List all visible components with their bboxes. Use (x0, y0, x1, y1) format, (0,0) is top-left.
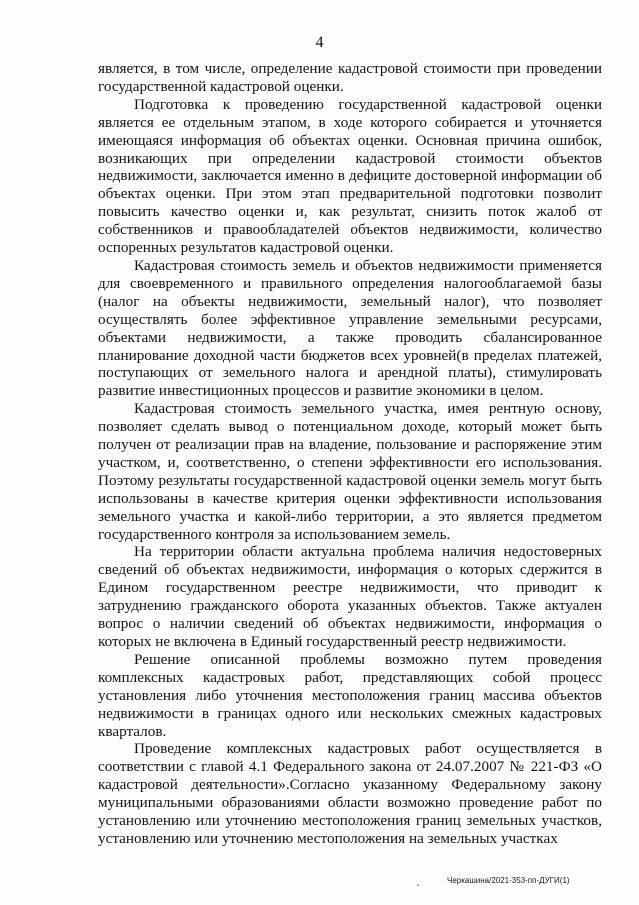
paragraph-complex-works: Проведение комплексных кадастровых работ осуществляется в соответствии с главой 4.1 Федерального закона от 24.07.2007 № 221-ФЗ «О кадастровой деятельности».Согласно указанному Федеральному закону муниципальными образованиями области возможно проведение работ по установлению или уточнению местоположения границ земельных участков, установлению или уточнению местоположения на земельных участках (98, 740, 602, 847)
page-number: 4 (315, 34, 324, 51)
paragraph-preparation: Подготовка к проведению государственной кадастровой оценки является ее отдельным этапом, в ходе которого собирается и уточняется имеющаяся информация об объектах оценки. Основная причина ошибок, возникающих при определении кадастровой стоимости объектов недвижимости, заключается именно в дефиците достоверной информации об объектах оценки. При этом этап предварительной подготовки позволит повысить качество оценки и, как результат, снизить поток жалоб от собственников и правообладателей объектов недвижимости, количество оспоренных результатов кадастровой оценки. (98, 95, 602, 257)
scan-speck (417, 884, 419, 886)
document-body (98, 60, 602, 848)
paragraph-continuation: является, в том числе, определение кадастровой стоимости при проведении государственной кадастровой оценки. (98, 60, 602, 95)
paragraph-region-problem: На территории области актуальна проблема наличия недостоверных сведений об объектах недвижимости, информация о которых сдержится в Едином государственном реестре недвижимости, что приводит к затруднению гражданского оборота указанных объектов. Также актуален вопрос о наличии сведений об объектах недвижимости, информация о которых не включена в Единый государственный реестр недвижимости. (98, 543, 602, 650)
paragraph-solution: Решение описанной проблемы возможно путем проведения комплексных кадастровых работ, представляющих собой процесс установления либо уточнения местоположения границ массива объектов недвижимости в границах одного или нескольких смежных кадастровых кварталов. (98, 650, 602, 740)
paragraph-land-plot-value: Кадастровая стоимость земельного участка, имея рентную основу, позволяет сделать вывод о потенциальном доходе, который может быть получен от реализации прав на владение, пользование и распоряжение этим участком, и, соответственно, о степени эффективности его использования. Поэтому результаты государственной кадастровой оценки земель могут быть использованы в качестве критерия оценки эффективности использования земельного участка и какой-либо территории, а это является предметом государственного контроля за использованием земель. (98, 400, 602, 543)
footer-reference: Черкашина/2021-353-пп-ДУГИ(1) (447, 876, 570, 885)
paragraph-cadastral-value: Кадастровая стоимость земель и объектов недвижимости применяется для своевременного и правильного определения налогооблагаемой базы (налог на объекты недвижимости, земельный налог), что позволяет осуществлять более эффективное управление земельными ресурсами, объектами недвижимости, а также проводить сбалансированное планирование доходной части бюджетов всех уровней(в пределах платежей, поступающих от земельного налога и арендной платы), стимулировать развитие инвестиционных процессов и развитие экономики в целом. (98, 256, 602, 400)
